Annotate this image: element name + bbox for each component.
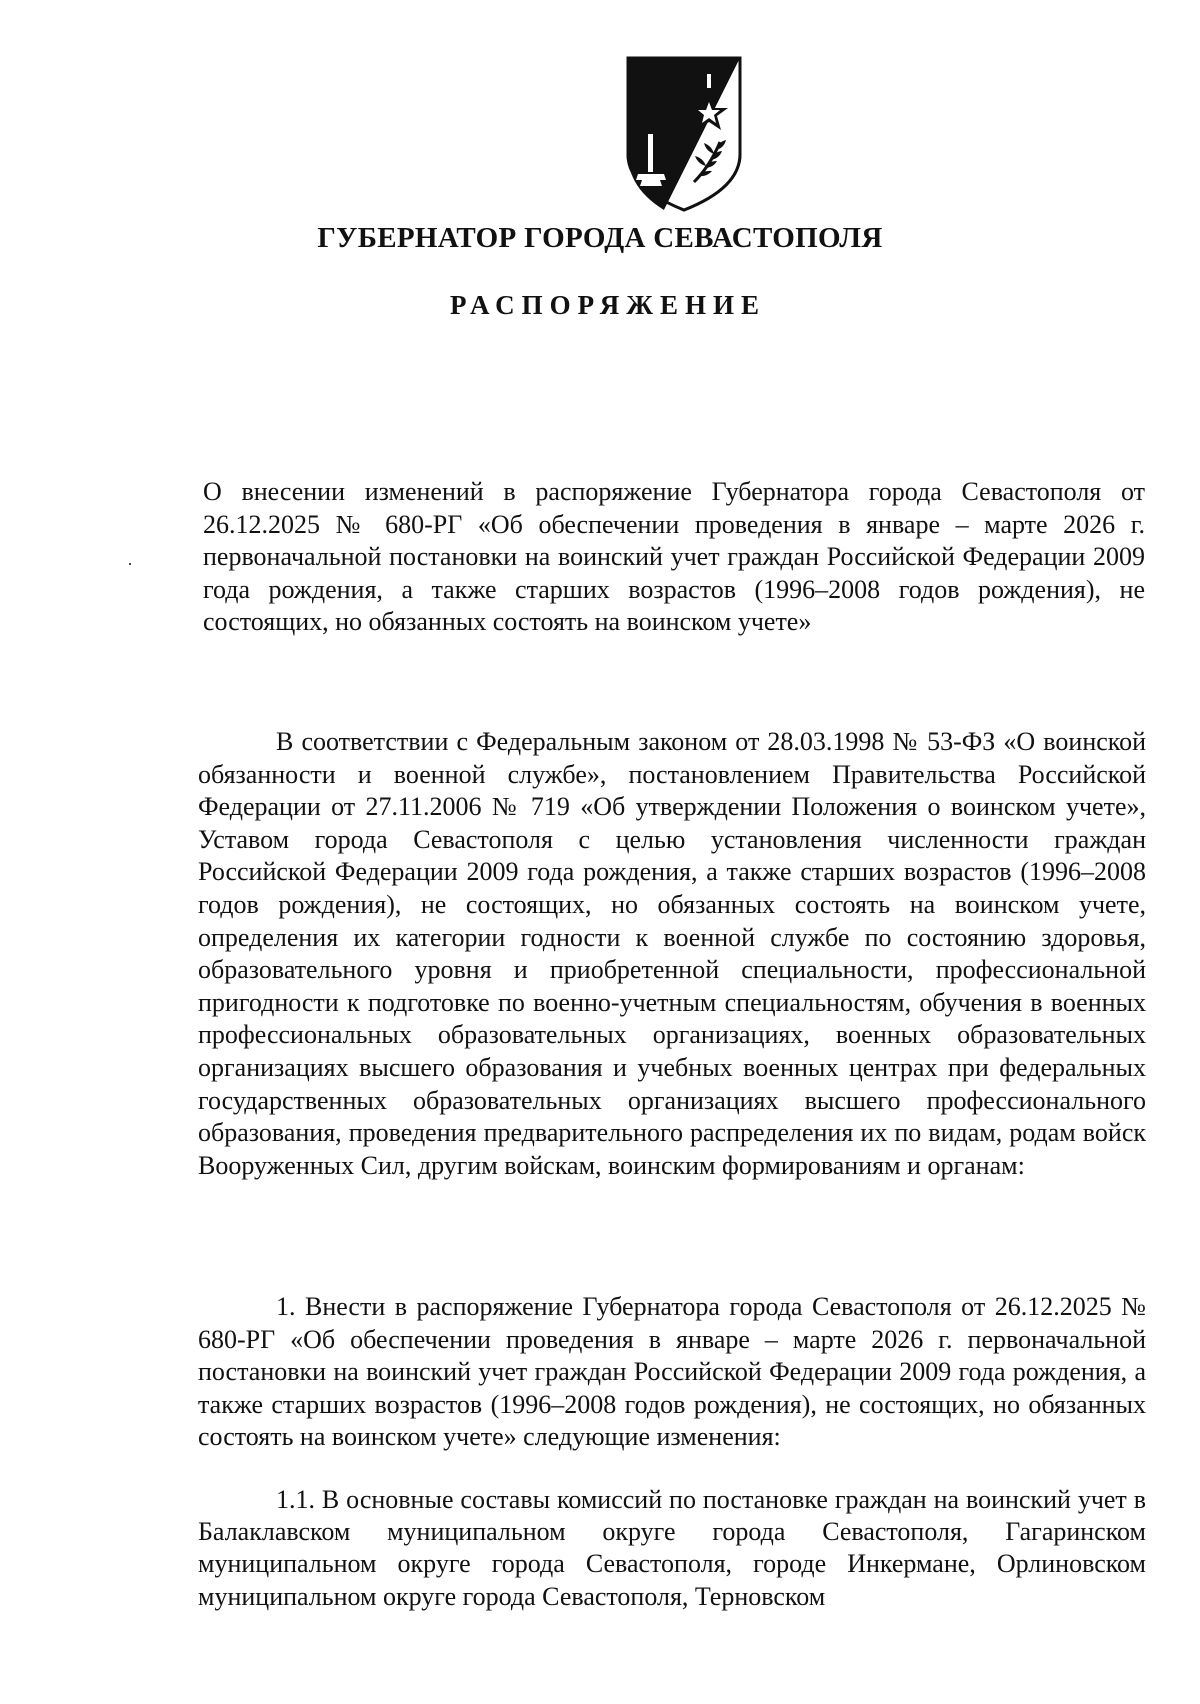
document-subject: О внесении изменений в распоряжение Губернатора города Севастополя от 26.12.2025 № 680-РГ «Об обеспечении проведения в январе – марте 2026 г. первоначальной постановки на воинский учет граждан Российской Федерации 2009 года рождения, а также старших возрастов (1996–2008 годов рождения), не состоящих, но обязанных состоять на воинском учете»: [203, 477, 1145, 636]
item-1-1-paragraph: 1.1. В основные составы комиссий по постановке граждан на воинский учет в Балаклавском муниципальном округе города Севастополя, Гагаринском муниципальном округе города Севастополя, городе Инкермане, Орлиновском муниципальном округе города Севастополя, Терновском: [198, 1485, 1146, 1611]
sevastopol-coat-of-arms-icon: [624, 54, 744, 214]
scan-speck: [129, 563, 131, 565]
issuing-authority-heading: ГУБЕРНАТОР ГОРОДА СЕВАСТОПОЛЯ: [317, 222, 883, 254]
document-type-heading: РАСПОРЯЖЕНИЕ: [449, 290, 767, 320]
item-1-paragraph: 1. Внести в распоряжение Губернатора города Севастополя от 26.12.2025 № 680-РГ «Об обеспечении проведения в январе – марте 2026 г. первоначальной постановки на воинский учет граждан Российской Федерации 2009 года рождения, а также старших возрастов (1996–2008 годов рождения), не состоящих, но обязанных состоять на воинском учете» следующие изменения:: [198, 1292, 1146, 1452]
preamble-paragraph: В соответствии с Федеральным законом от 28.03.1998 № 53-ФЗ «О воинской обязанности и военной службе», постановлением Правительства Российской Федерации от 27.11.2006 № 719 «Об утверждении Положения о воинском учете», Уставом города Севастополя с целью установления численности граждан Российской Федерации 2009 года рождения, а также старших возрастов (1996–2008 годов рождения), не состоящих, но обязанных состоять на воинском учете, определения их категории годности к военной службе по состоянию здоровья, образовательного уровня и приобретенной специальности, профессиональной пригодности к подготовке по военно-учетным специальностям, обучения в военных профессиональных образовательных организациях, военных образовательных организациях высшего образования и учебных военных центрах при федеральных государственных образовательных организациях высшего профессионального образования, проведения предварительного распределения их по видам, родам войск Вооруженных Сил, другим войскам, воинским формированиям и органам:: [198, 727, 1146, 1180]
